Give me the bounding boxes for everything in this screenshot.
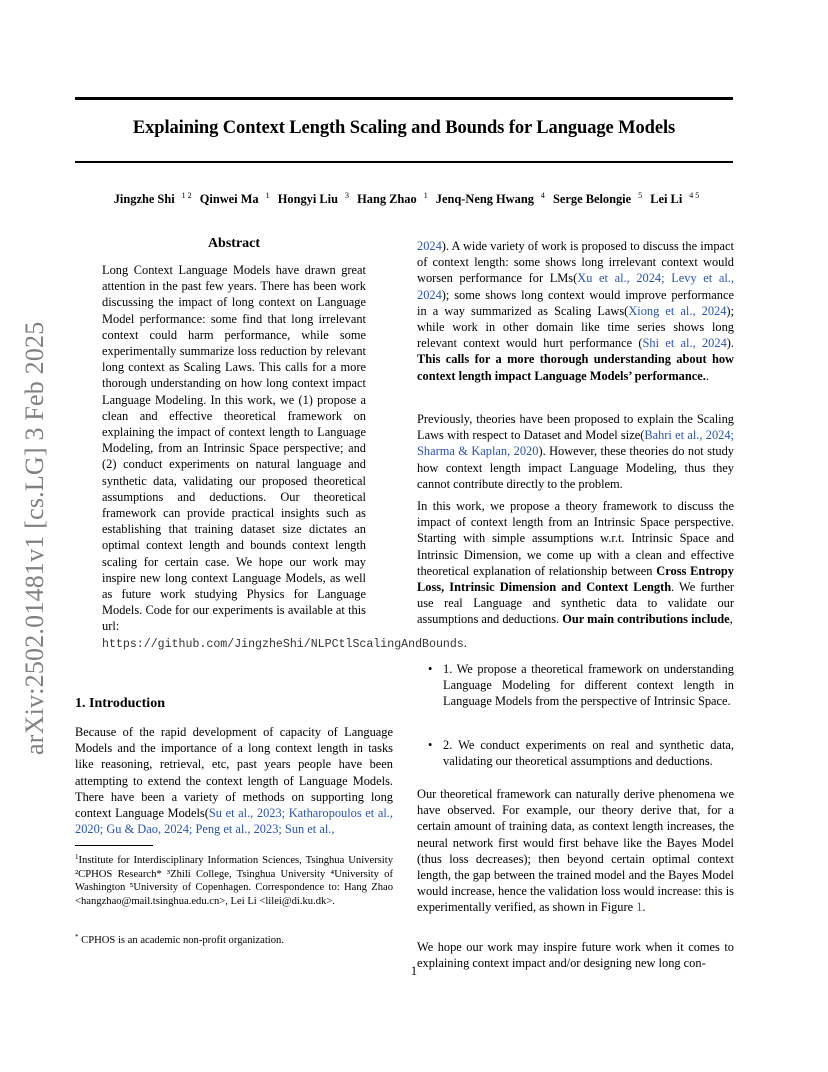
intro-paragraph-3: In this work, we propose a theory framework to discuss the impact of context length from an Intrinsic Space perspective. Starting with simple assumptions w.r.t. Intrinsic Space and Intrinsic Dimension, we come up with a clean and effective theoretical explanation of relationship between Cross Entropy Loss, Intrinsic Dimension and Context Length. We further use real Language and synthetic data to validate our assumptions and deductions. Our main contributions include, <box>417 499 734 627</box>
citation-link[interactable]: Xiong et al., 2024 <box>628 303 727 318</box>
author-name: Hongyi Liu <box>277 192 338 206</box>
author-name: Qinwei Ma <box>199 192 259 206</box>
author-list <box>75 191 733 207</box>
figure-link[interactable]: 1 <box>636 900 643 915</box>
bullet-icon: • <box>428 738 433 752</box>
author-name: Serge Belongie <box>553 192 632 206</box>
affiliation-mark: 1 <box>265 191 270 200</box>
code-url-link[interactable]: https://github.com/JingzheShi/NLPCtlScalingAndBounds <box>102 637 464 651</box>
intro-paragraph-4: Our theoretical framework can naturally derive phenomena we have observed. For example, our theory derive that, for a certain amount of training data, as context length increases, the neural network first would first behave like the Bayes Model (thus loss decreases); then beyond certain optimal context length, the gap between the trained model and the Bayes Model would increase, hence the validation loss would increase: this is experimentally verified, as shown in Figure 1. <box>417 787 734 915</box>
affiliation-mark: 4 5 <box>689 191 700 200</box>
arxiv-id: arXiv:2502.01481v1 [cs.LG] 3 Feb 2025 <box>20 321 49 755</box>
paper-title: Explaining Context Length Scaling and Bounds for Language Models <box>132 118 676 138</box>
author-name: Jingzhe Shi <box>113 192 175 206</box>
affiliation-mark: 5 <box>638 191 643 200</box>
citation-link[interactable]: Bahri et al., 2024; Sharma & Kaplan, 2020 <box>417 428 734 459</box>
abstract-heading: Abstract <box>207 236 261 251</box>
bullet-icon: • <box>428 662 433 676</box>
arxiv-stamp <box>20 295 50 755</box>
intro-paragraph-1-continued: 2024). A wide variety of work is proposed to discuss the impact of context length: some shows long irrelevant context would worsen performance for LMs(Xu et al., 2024; Levy et al., 2024); some shows long context would improve performance in a way summarized as Scaling Laws(Xiong et al., 2024); while work in other domain like time series shows long relevant context would hurt performance (Shi et al., 2024). This calls for a more thorough understanding about how context length impact Language Models’ performance.. <box>417 239 734 383</box>
author-name: Lei Li <box>650 192 683 206</box>
abstract-body: Long Context Language Models have drawn great attention in the past few years. There has been work discussing the impact of long context on Language Model performance: some find that long irrelevant context could harm performance, while some experimentally summarize loss reduction by relevant long context as Scaling Laws. This calls for a more thorough understanding on how long context impact Language Modeling. In this work, we (1) propose a clean and effective theoretical framework on explaining the impact of context length to Language Modeling, from an Intrinsic Space perspective; and (2) conduct experiments on natural language and synthetic data, validating our proposed theoretical assumptions and deductions. Our theoretical framework can provide practical insights such as establishing that training dataset size dictates an optimal context length and bounds context length scaling for certain case. We hope our work may inspire new long context Language Models, as well as future work studying Physics for Language Models. Code for our experiments is available at this url: https://github.com/JingzheShi/NLPCtlScalingAndBounds. <box>102 263 467 651</box>
title-top-rule <box>75 97 733 100</box>
affiliation-mark: 4 <box>540 191 545 200</box>
citation-link[interactable]: Shi et al., 2024 <box>642 336 727 351</box>
citation-link[interactable]: Su et al., 2023; Katharopoulos et al., 2020; Gu & Dao, 2024; Peng et al., 2023; Sun et al., <box>75 806 393 837</box>
author-name: Jenq-Neng Hwang <box>435 192 534 206</box>
affiliation-mark: 1 2 <box>181 191 192 200</box>
citation-link[interactable]: 2024 <box>417 239 442 253</box>
page-number: 1 <box>410 964 418 978</box>
section-heading-introduction: 1. Introduction <box>75 696 165 711</box>
footnote-affiliations: $^1$Institute for Interdisciplinary Information Sciences, Tsinghua University ²CPHOS Research* ³Zhili College, Tsinghua University ⁴University of Washington ⁵University of Copenhagen. Correspondence to: Hang Zhao <hangzhao@mail.tsinghua.edu.cn>, Lei Li <lilei@di.ku.dk>. <box>75 853 393 907</box>
affiliation-mark: 3 <box>345 191 349 200</box>
footnote-cphos: * CPHOS is an academic non-profit organization. <box>75 933 284 946</box>
intro-paragraph-2: Previously, theories have been proposed to explain the Scaling Laws with respect to Dataset and Model size(Bahri et al., 2024; Sharma & Kaplan, 2020). However, these theories do not study how context length impact Language Modeling, thus they cannot contribute directly to the problem. <box>417 412 734 491</box>
citation-link[interactable]: Xu et al., 2024; Levy et al., 2024 <box>417 271 734 302</box>
author-name: Hang Zhao <box>357 192 417 206</box>
footnote-rule <box>75 845 153 846</box>
intro-paragraph-5: We hope our work may inspire future work when it comes to explaining context impact and/or designing new long con- <box>417 940 734 971</box>
title-bottom-rule <box>75 161 733 163</box>
affiliation-mark: 1 <box>423 191 428 200</box>
intro-paragraph-1: Because of the rapid development of capacity of Language Models and the importance of a long context length in tasks like reasoning, retrieval, etc, past years people have been attempting to extend the context length of Language Models. There have been a variety of methods on supporting long context Language Models(Su et al., 2023; Katharopoulos et al., 2020; Gu & Dao, 2024; Peng et al., 2023; Sun et al., <box>75 725 393 837</box>
